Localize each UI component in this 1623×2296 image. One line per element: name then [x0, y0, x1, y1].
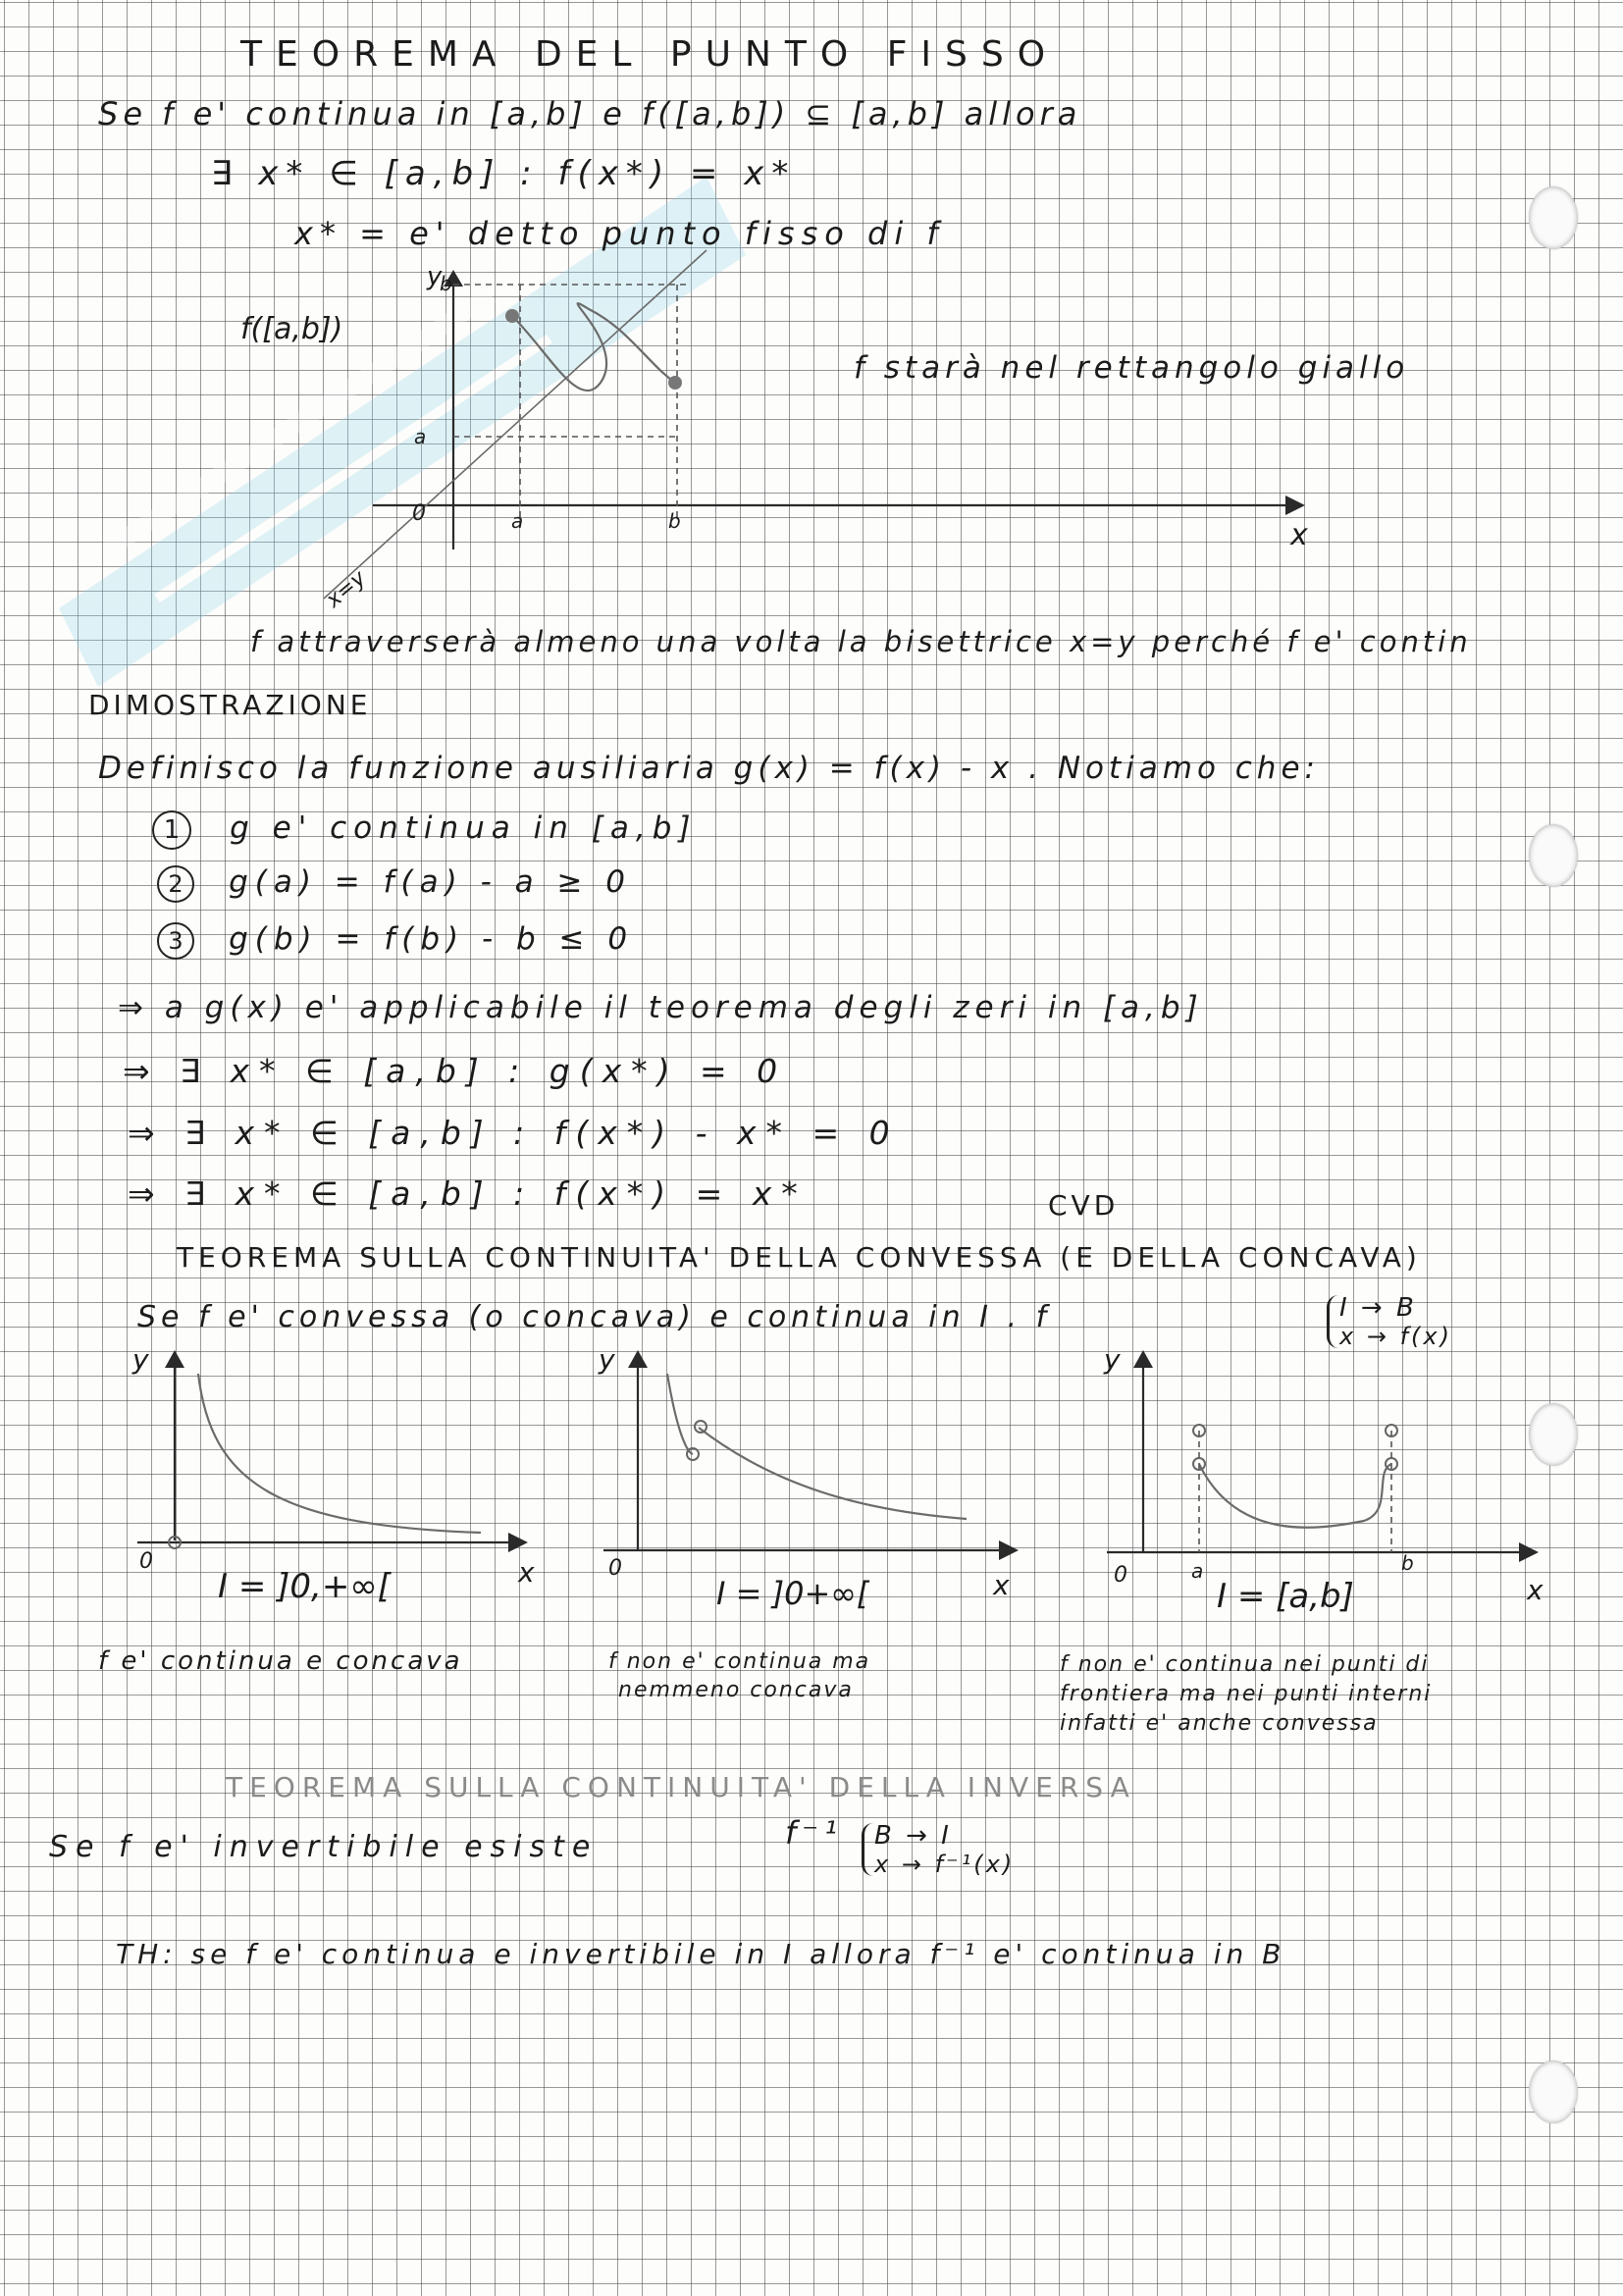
fixed-point-statement-line1: Se f e' continua in [a,b] e f([a,b]) ⊆ [a,b] allora: [98, 95, 1082, 132]
graph3-y-arrow-icon: [1133, 1350, 1153, 1368]
graph3-caption-line1: f non e' continua nei punti di: [1060, 1652, 1430, 1677]
inverse-mapping: [862, 1823, 1015, 1876]
graph1-caption: f e' continua e concava: [98, 1646, 463, 1676]
inverse-symbol: f⁻¹: [785, 1814, 843, 1852]
fp-start-point: [505, 309, 519, 323]
fp-x-arrow-icon: [1285, 496, 1305, 515]
graph1-y-arrow-icon: [165, 1350, 184, 1368]
fp-a-x-label: a: [511, 509, 524, 533]
proof-step-4: ⇒ ∃ x* ∈ [a,b] : f(x*) = x*: [128, 1174, 808, 1213]
graph3-interval: I = [a,b]: [1217, 1577, 1354, 1616]
fp-b-y-label: b: [440, 272, 452, 295]
fp-a-y-label: a: [414, 425, 427, 448]
fp-x-label: x: [1290, 518, 1308, 552]
inverse-theorem-title: TEOREMA SULLA CONTINUITA' DELLA INVERSA: [226, 1771, 1136, 1803]
proof-item-number: 2: [157, 865, 194, 903]
graph1-x-label: x: [518, 1556, 535, 1589]
fp-end-point: [668, 376, 682, 390]
graph3-caption-line2: frontiera ma nei punti interni: [1060, 1682, 1433, 1706]
graph1-interval: I = ]0,+∞[: [218, 1567, 391, 1606]
proof-step-3: ⇒ ∃ x* ∈ [a,b] : f(x*) - x* = 0: [128, 1114, 900, 1152]
convex-map-line2: x → f(x): [1339, 1323, 1452, 1350]
fp-function-curve: [512, 303, 675, 391]
graph3-a-label: a: [1191, 1559, 1204, 1583]
inverse-map-line2: x → f⁻¹(x): [874, 1851, 1016, 1878]
proof-item-2: [157, 864, 633, 903]
convex-map-line1: I → B: [1339, 1293, 1417, 1323]
graph3-b-label: b: [1401, 1551, 1414, 1575]
fixed-point-theorem-title: TEOREMA DEL PUNTO FISSO: [240, 34, 1060, 75]
graph3-x-arrow-icon: [1519, 1542, 1539, 1562]
graph3-y-label: y: [1104, 1343, 1121, 1376]
convex-statement: Se f e' convessa (o concava) e continua in I . f: [137, 1300, 1052, 1334]
graph3-origin-label: 0: [1114, 1563, 1127, 1588]
fixed-point-definition: x* = e' detto punto fisso di f: [294, 215, 945, 252]
graph3-x-label: x: [1527, 1574, 1544, 1606]
graph2-interval: I = ]0+∞[: [716, 1575, 869, 1612]
fp-b-x-label: b: [668, 509, 681, 533]
graph2-y-arrow-icon: [628, 1350, 648, 1368]
proof-step-1: ⇒ a g(x) e' applicabile il teorema degli zeri in [a,b]: [118, 990, 1204, 1025]
convex-theorem-title: TEOREMA SULLA CONTINUITA' DELLA CONVESSA (E DELLA CONCAVA): [177, 1241, 1422, 1274]
graph2-curve-left: [667, 1374, 693, 1454]
graph2-caption-line2: nemmeno concava: [618, 1678, 854, 1702]
graph2-x-arrow-icon: [999, 1540, 1019, 1560]
inverse-map-line1: B → I: [874, 1821, 952, 1851]
convex-graph-1: [131, 1343, 535, 1606]
fp-bisector-label: x=y: [321, 565, 371, 613]
graph2-y-label: y: [599, 1343, 615, 1376]
graph2-curve-right: [699, 1428, 967, 1519]
fp-bisector-line: [324, 250, 707, 599]
fp-origin-label: 0: [412, 501, 426, 526]
bisector-note: f attraverserà almeno una volta la bisettrice x=y perché f e' contin: [250, 625, 1472, 658]
proof-item-text: g(b) = f(b) - b ≤ 0: [229, 921, 635, 957]
proof-heading: DIMOSTRAZIONE: [88, 689, 372, 721]
proof-item-text: g(a) = f(a) - a ≥ 0: [229, 864, 633, 900]
proof-item-text: g e' continua in [a,b]: [230, 810, 698, 846]
proof-item-number: 1: [152, 810, 191, 850]
convex-graph-3: [1103, 1343, 1544, 1616]
convex-graph-2: [598, 1343, 1019, 1612]
graph2-x-label: x: [993, 1569, 1010, 1601]
fp-y-label: y: [427, 262, 443, 291]
proof-item-3: [157, 921, 635, 960]
fixed-point-statement-line2: ∃ x* ∈ [a,b] : f(x*) = x*: [211, 154, 797, 193]
inverse-theorem-statement: TH: se f e' continua e invertibile in I allora f⁻¹ e' continua in B: [116, 1938, 1286, 1970]
graph1-curve: [198, 1374, 481, 1533]
proof-item-number: 3: [157, 922, 194, 960]
graph1-y-label: y: [132, 1343, 149, 1376]
graph2-caption-line1: f non e' continua ma: [608, 1649, 871, 1674]
fixed-point-graph: [0, 0, 1623, 687]
graph1-origin-label: 0: [139, 1549, 153, 1574]
proof-cvd: CVD: [1048, 1189, 1120, 1222]
graph3-curve: [1199, 1464, 1391, 1528]
graph1-x-arrow-icon: [508, 1533, 528, 1552]
fp-f-interval-label: f([a,b]): [240, 312, 343, 346]
proof-item-1: [152, 810, 698, 850]
graph3-caption-line3: infatti e' anche convessa: [1060, 1711, 1379, 1736]
graph2-origin-label: 0: [608, 1556, 622, 1581]
inverse-statement: Se f e' invertibile esiste: [49, 1830, 599, 1864]
yellow-rectangle-note: f starà nel rettangolo giallo: [854, 350, 1410, 386]
proof-intro: Definisco la funzione ausiliaria g(x) = f(x) - x . Notiamo che:: [98, 751, 1320, 786]
graph2-right-point: [695, 1421, 707, 1433]
proof-step-2: ⇒ ∃ x* ∈ [a,b] : g(x*) = 0: [123, 1052, 788, 1090]
